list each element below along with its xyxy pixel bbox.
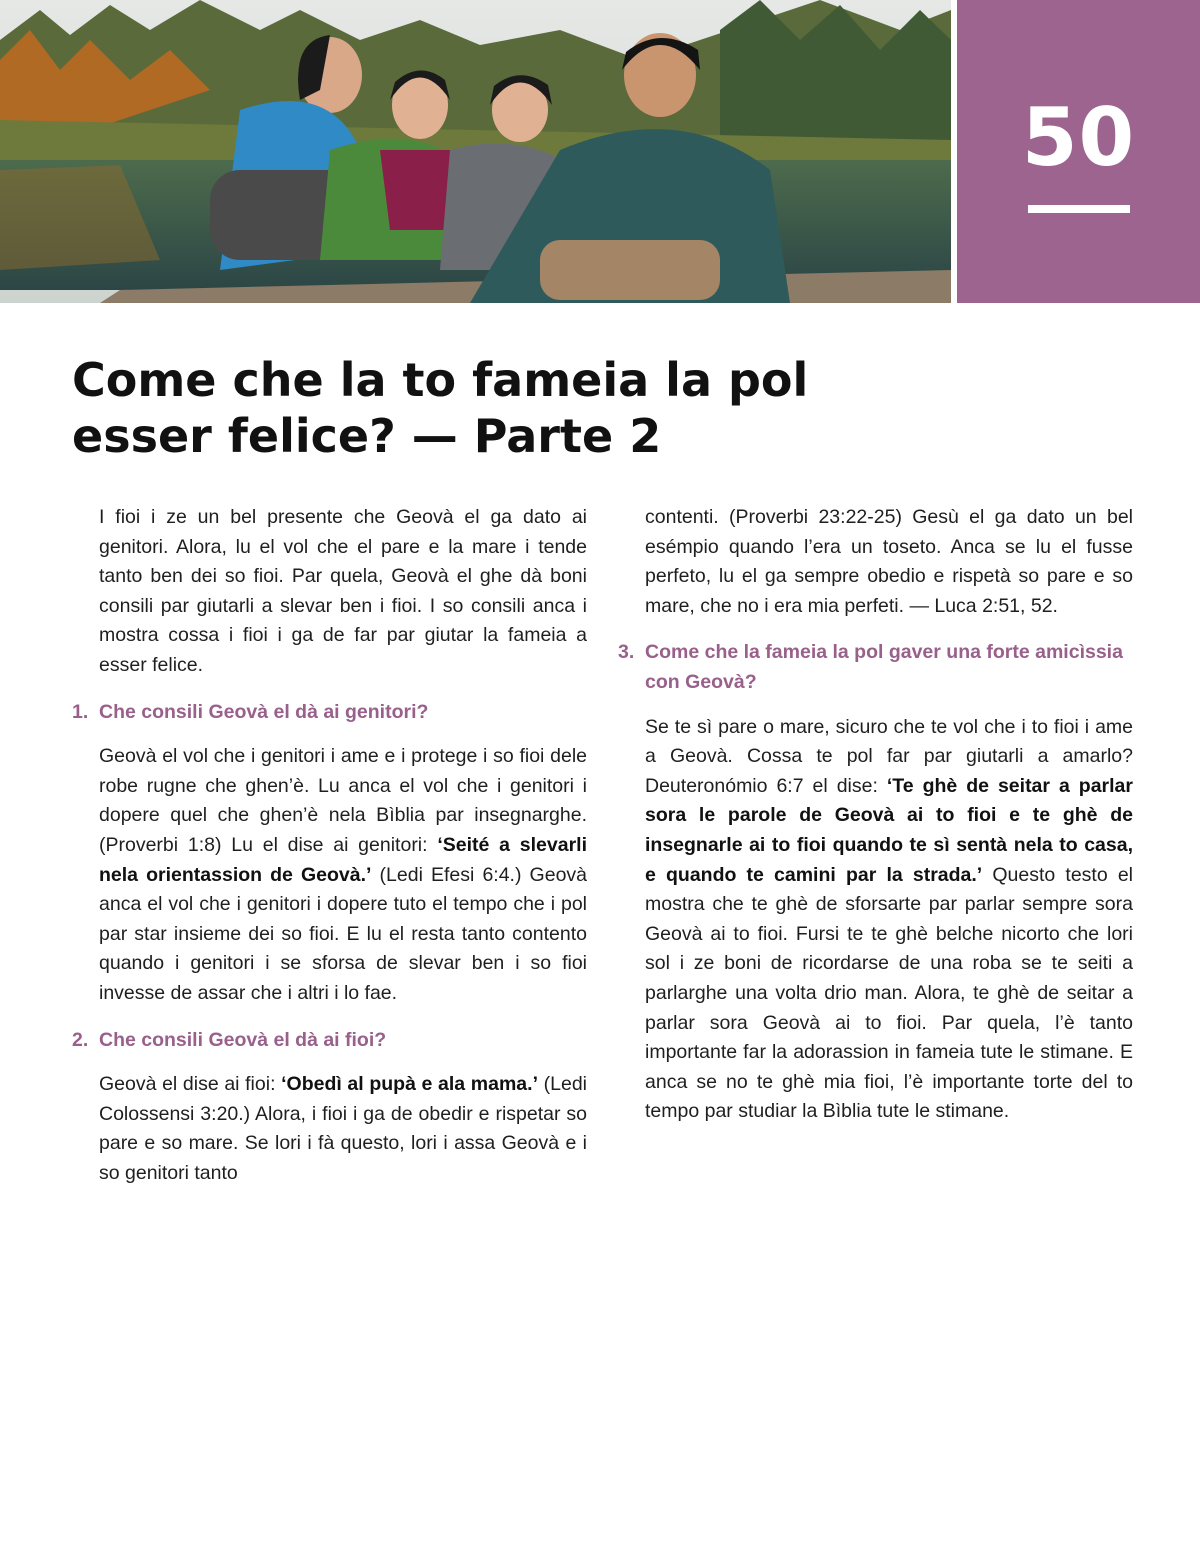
intro-paragraph: I fioi i ze un bel presente che Geovà el ga dato ai genitori. Alora, lu el vol che el pare e la mare i tende tanto ben dei so fioi. Par quela, Geovà el ghe dà boni consili par giutarli a slevar ben i fioi. I so consili anca i mostra cossa i fioi i ga de far par giutar la fameia a esser felice. bbox=[99, 506, 587, 676]
answer-1-paragraph bbox=[72, 742, 587, 1008]
question-3-heading bbox=[618, 638, 1133, 697]
answer-3-text-a: Se te sì pare o mare, sicuro che te vol che i to fioi i ame a Geovà. Cossa te pol far par giutarli a amarlo? Deuteronómio 6:7 el dise: bbox=[645, 715, 1133, 797]
page-title bbox=[72, 352, 832, 464]
answer-3-text-b: Questo testo el mostra che te ghè de sforsarte par parlar sempre sora Geovà ai to fioi. Fursi te te ghè belche nicorto che lori sol i ze boni de ricordarse de una roba se te seiti a parlarghe una volta drio man. Alora, te ghè de seitar a parlar sora Geovà ai to fioi. Par quela, l’è tanto importante far la adorassion in fameia tute le stimane. E anca se no te ghè mia fioi, l’è importante torte del to tempo par studiar la Bìblia tute le stimane. bbox=[645, 863, 1134, 1123]
right-column bbox=[618, 503, 1133, 1127]
answer-3-quote: ‘Te ghè de seitar a parlar sora le parole de Geovà ai to fioi e te ghè de insegnarle ai to fioi quando te sì sentà nela to casa, e quando te camini par la strada.’ bbox=[645, 774, 1133, 886]
left-column bbox=[72, 503, 587, 1188]
question-2-text: Che consili Geovà el dà ai fioi? bbox=[99, 1028, 387, 1051]
answer-2-paragraph bbox=[72, 1070, 587, 1188]
hero-image bbox=[0, 0, 951, 303]
answer-3-paragraph bbox=[618, 713, 1133, 1127]
question-1-heading bbox=[72, 698, 587, 728]
question-2-heading bbox=[72, 1026, 587, 1056]
question-1-text: Che consili Geovà el dà ai genitori? bbox=[99, 700, 429, 723]
badge-underline bbox=[1028, 205, 1130, 213]
question-3-number: 3. bbox=[618, 641, 635, 664]
answer-1-quote: ‘Seité a slevarli nela orientassion de Geovà.’ bbox=[99, 833, 587, 886]
family-photo-icon bbox=[0, 0, 951, 303]
question-3-text: Come che la fameia la pol gaver una forte amicìssia con Geovà? bbox=[645, 641, 1123, 693]
answer-1-text-b: (Ledi Efesi 6:4.) Geovà anca el vol che i genitori i dopere tuto el tempo che i pol par star insieme dei so fioi. E lu el resta tanto contento quando i genitori i se sforsa de slevar ben i so fioi invesse de assar che i altri i lo fae. bbox=[99, 863, 588, 1004]
lesson-number-badge bbox=[957, 0, 1200, 303]
title-line-2: esser felice? — Parte 2 bbox=[72, 409, 662, 463]
answer-2-text-b: (Ledi Colossensi 3:20.) Alora, i fioi i ga de obedir e rispetar so pare e so mare. Se lori i fà questo, lori i assa Geovà e i so genitori tanto bbox=[99, 1073, 588, 1184]
answer-2-continuation: contenti. (Proverbi 23:22-25) Gesù el ga dato un bel esémpio quando l’era un toseto. Anca se lu el fusse perfeto, lu el ga sempre obedio e rispetà so pare e so mare, che no i era mia perfeti. — Luca 2:51, 52. bbox=[645, 506, 1133, 617]
answer-2-text-a: Geovà el dise ai fioi: bbox=[99, 1073, 282, 1096]
lesson-number: 50 bbox=[1021, 91, 1136, 184]
question-1-number: 1. bbox=[72, 700, 89, 723]
answer-1-text-a: Geovà el vol che i genitori i ame e i protege i so fioi dele robe rugne che ghen’è. Lu anca el vol che i genitori i dopere quel che ghen’è nela Bìblia par insegnarghe. (Proverbi 1:8) Lu el dise ai genitori: bbox=[99, 745, 587, 856]
question-2-number: 2. bbox=[72, 1028, 89, 1051]
answer-2-quote: ‘Obedì al pupà e ala mama.’ bbox=[281, 1073, 538, 1096]
title-line-1: Come che la to fameia la pol bbox=[72, 353, 809, 407]
